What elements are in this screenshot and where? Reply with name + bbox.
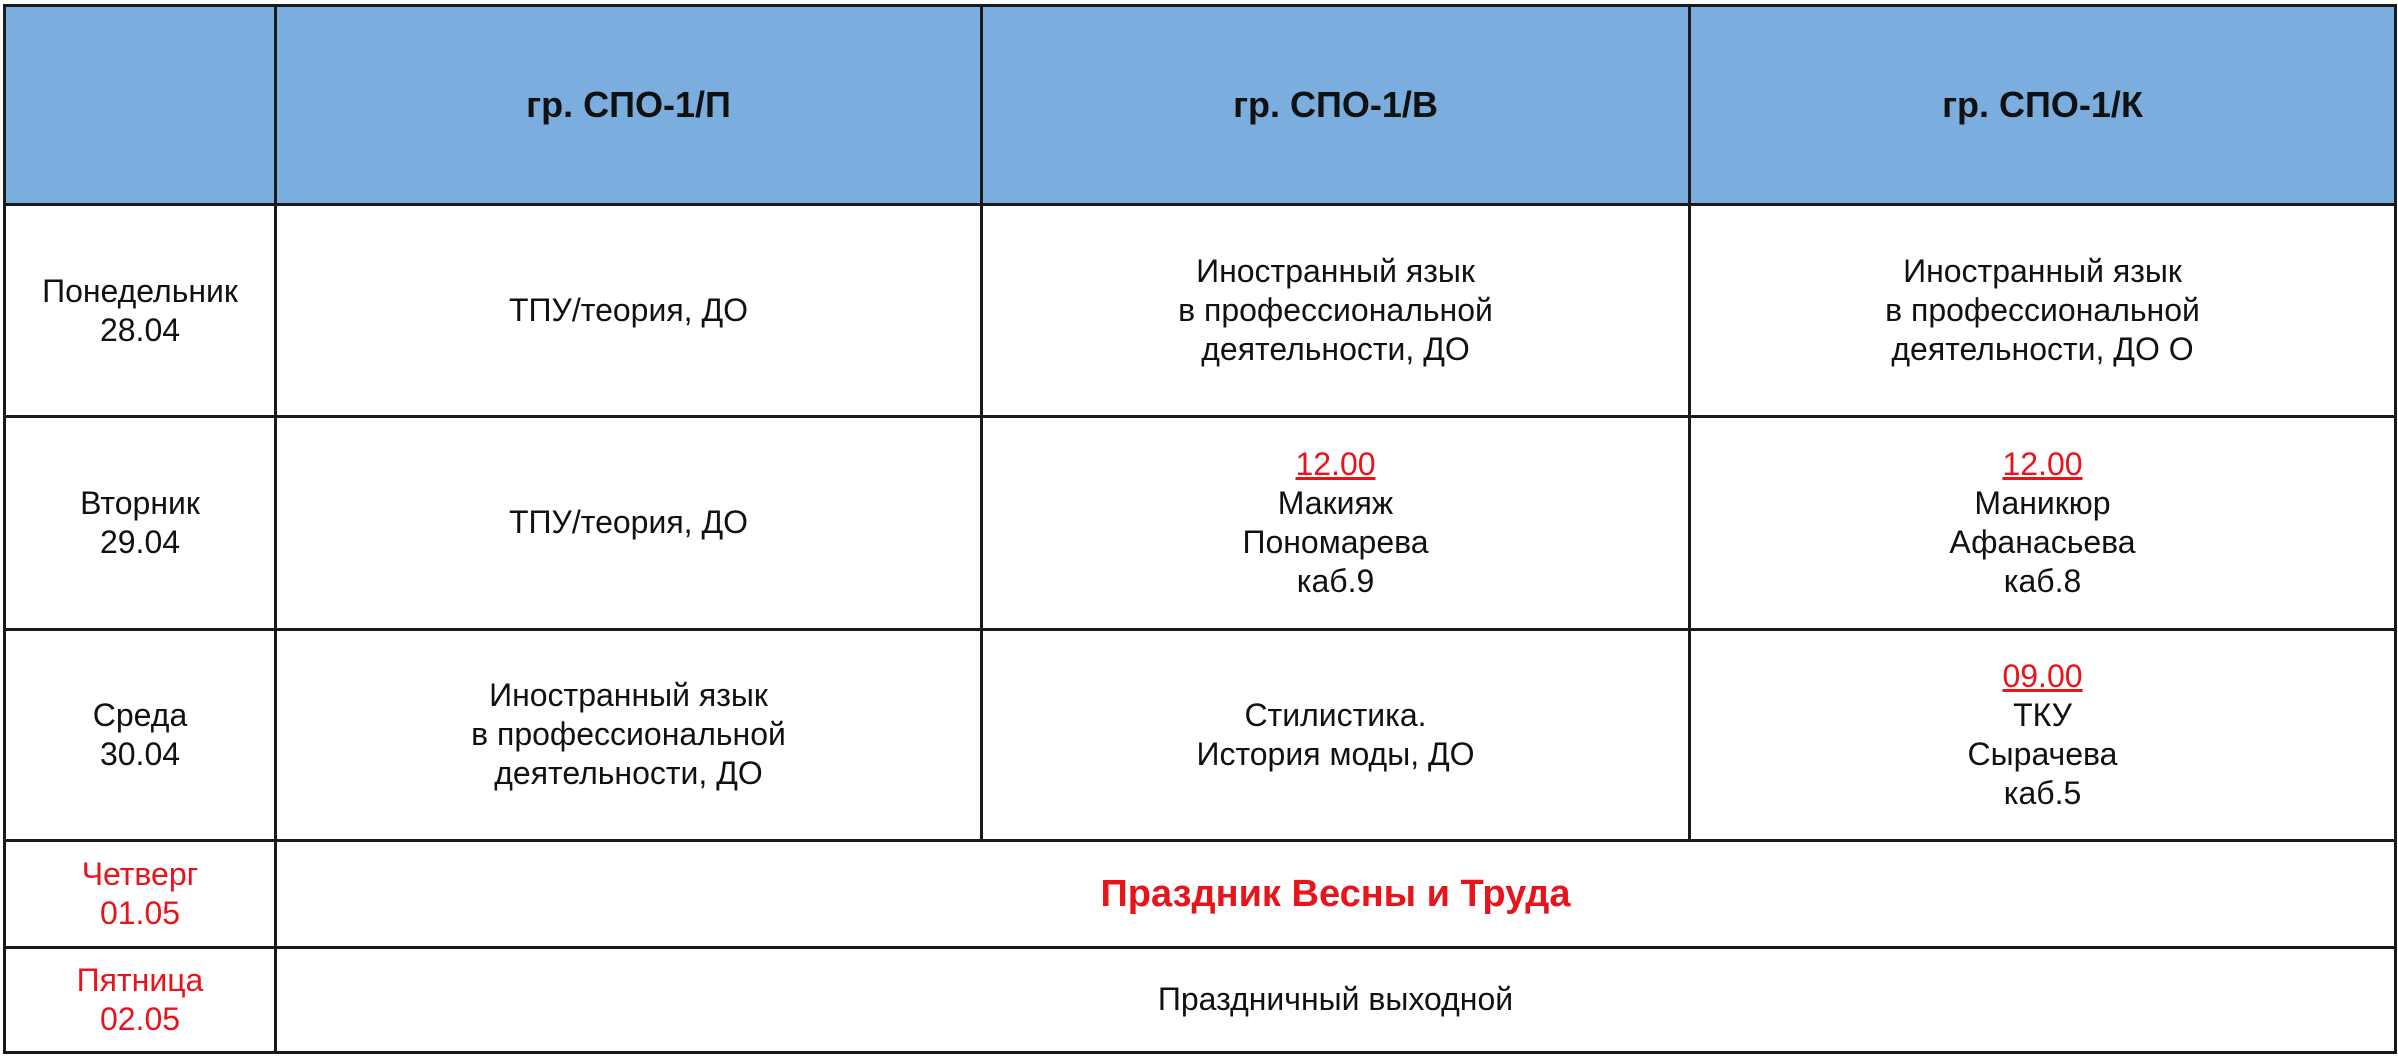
schedule-row-monday xyxy=(5,205,2396,417)
day-name: Понедельник xyxy=(42,272,238,309)
day-date: 28.04 xyxy=(99,311,181,348)
schedule-table xyxy=(3,4,2397,1054)
lesson-cell xyxy=(276,205,982,417)
lesson-cell xyxy=(982,629,1690,840)
group-header-spo1-v: гр. СПО-1/В xyxy=(982,6,1690,205)
lesson-line: деятельности, ДО О xyxy=(1891,331,2194,368)
lesson-cell xyxy=(1690,629,2396,840)
group-header-spo1-p: гр. СПО-1/П xyxy=(276,6,982,205)
schedule-row-wednesday xyxy=(5,629,2396,840)
lesson-line: деятельности, ДО xyxy=(494,755,763,792)
day-name: Четверг xyxy=(81,855,199,892)
day-cell-tuesday xyxy=(5,417,276,629)
day-name: Среда xyxy=(92,696,188,733)
header-corner-cell xyxy=(5,6,276,205)
day-date: 02.05 xyxy=(99,1000,181,1037)
lesson-line: ТПУ/теория, ДО xyxy=(509,292,748,329)
lesson-cell xyxy=(982,417,1690,629)
day-off-note: Праздничный выходной xyxy=(276,947,2396,1052)
lesson-cell xyxy=(1690,417,2396,629)
lesson-line: Иностранный язык xyxy=(1903,253,2182,290)
header-row xyxy=(5,6,2396,205)
day-cell-friday xyxy=(5,947,276,1052)
lesson-line: каб.9 xyxy=(1296,563,1375,599)
day-name: Вторник xyxy=(80,484,200,521)
lesson-time: 09.00 xyxy=(2002,657,2083,694)
group-header-spo1-k: гр. СПО-1/К xyxy=(1690,6,2396,205)
schedule-row-friday xyxy=(5,947,2396,1052)
day-date: 01.05 xyxy=(99,894,181,931)
schedule-row-thursday xyxy=(5,840,2396,947)
lesson-line: Афанасьева xyxy=(1949,523,2136,560)
day-name: Пятница xyxy=(76,961,204,998)
lesson-line: Пономарева xyxy=(1242,523,1429,560)
day-date: 29.04 xyxy=(99,523,181,560)
lesson-cell xyxy=(276,629,982,840)
lesson-cell xyxy=(276,417,982,629)
lesson-line: деятельности, ДО xyxy=(1201,331,1470,368)
lesson-line: Маникюр xyxy=(1974,484,2111,521)
lesson-line: Макияж xyxy=(1277,484,1394,521)
lesson-line: История моды, ДО xyxy=(1196,735,1475,772)
lesson-cell xyxy=(982,205,1690,417)
lesson-line: ТКУ xyxy=(2013,696,2072,733)
day-cell-thursday xyxy=(5,840,276,947)
lesson-line: в профессиональной xyxy=(471,716,786,753)
lesson-line: в профессиональной xyxy=(1885,292,2200,329)
lesson-time: 12.00 xyxy=(2002,445,2083,482)
day-cell-wednesday xyxy=(5,629,276,840)
lesson-line: Стилистика. xyxy=(1244,696,1427,733)
lesson-line: ТПУ/теория, ДО xyxy=(509,504,748,541)
day-date: 30.04 xyxy=(99,735,181,772)
schedule-row-tuesday xyxy=(5,417,2396,629)
lesson-line: Сырачева xyxy=(1967,735,2118,772)
lesson-time: 12.00 xyxy=(1295,445,1376,482)
holiday-banner: Праздник Весны и Труда xyxy=(276,840,2396,947)
day-cell-monday xyxy=(5,205,276,417)
lesson-line: Иностранный язык xyxy=(1196,253,1475,290)
lesson-cell xyxy=(1690,205,2396,417)
lesson-line: каб.5 xyxy=(2003,774,2082,811)
lesson-line: каб.8 xyxy=(2003,563,2082,599)
lesson-line: в профессиональной xyxy=(1178,292,1493,329)
lesson-line: Иностранный язык xyxy=(489,677,768,714)
